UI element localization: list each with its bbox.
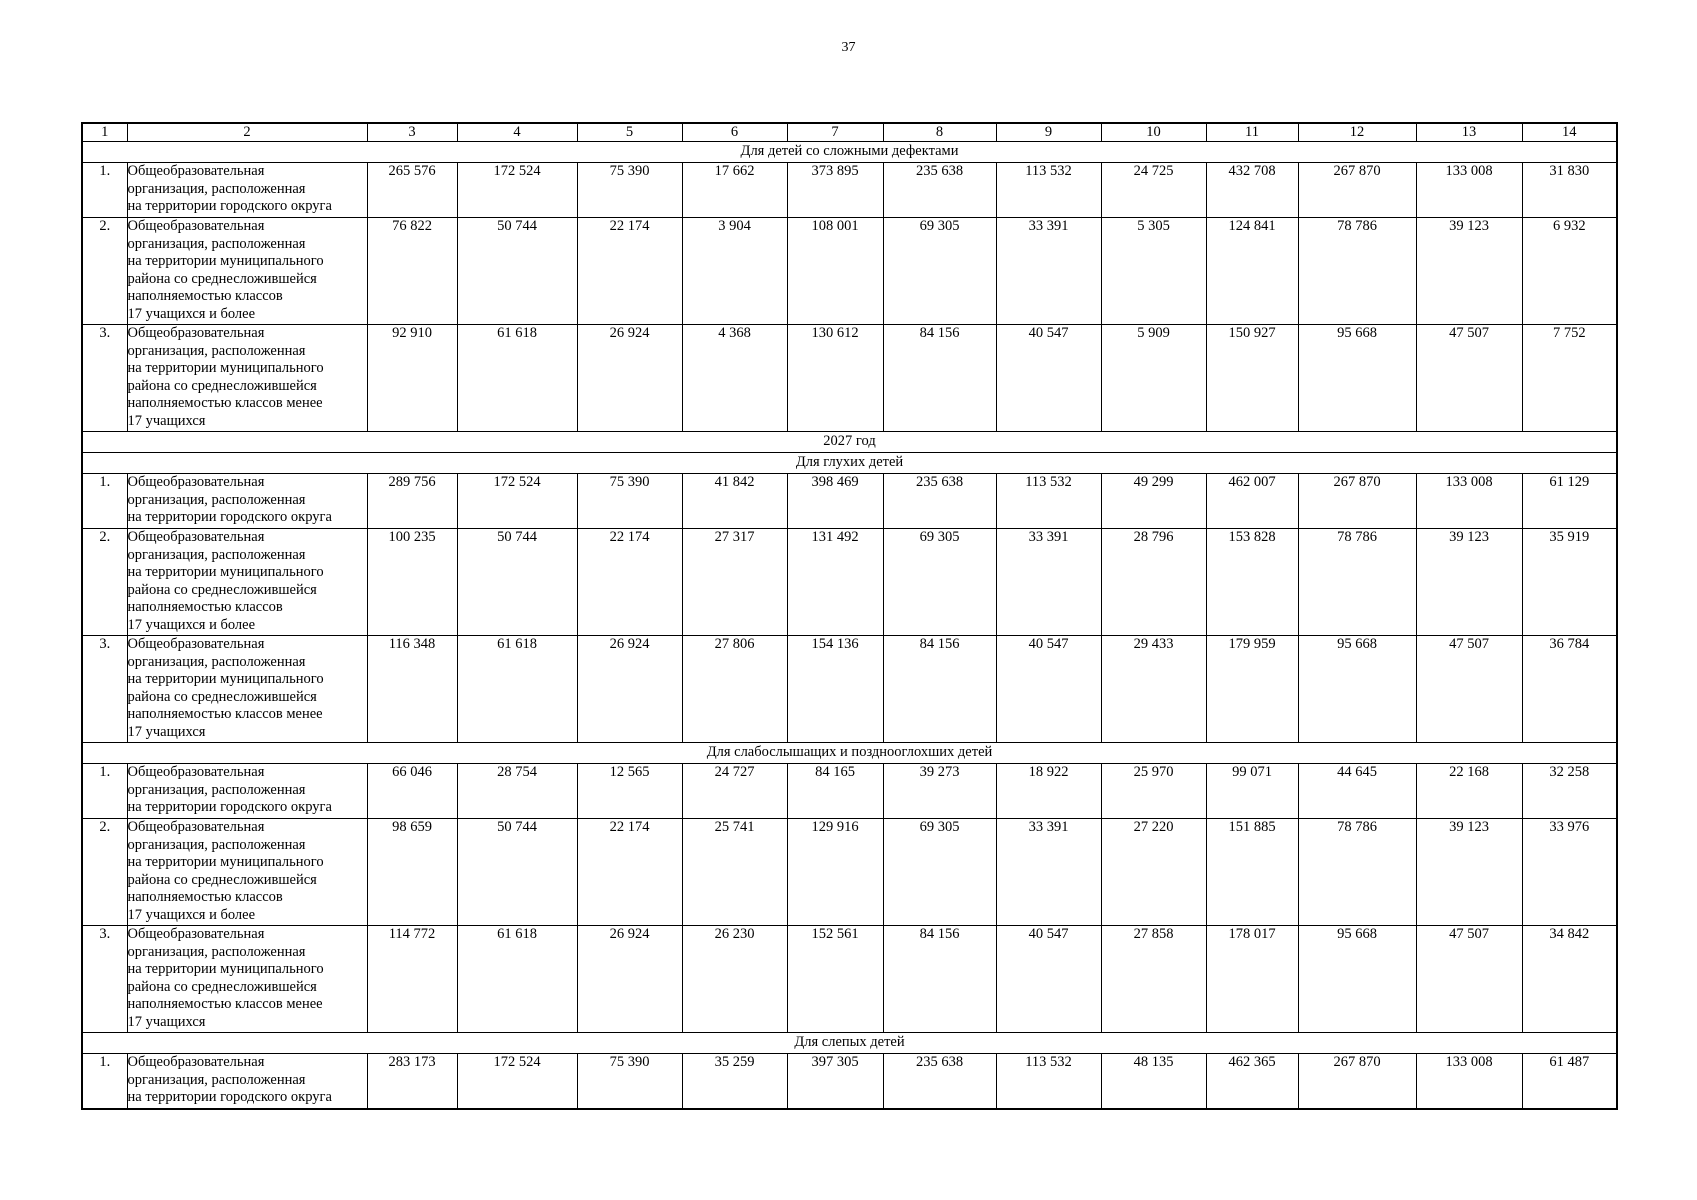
- organization-name: [127, 926, 367, 1033]
- organization-name: [127, 163, 367, 218]
- value-cell: 153 828: [1206, 529, 1298, 636]
- value-cell: 172 524: [457, 1054, 577, 1110]
- organization-name-line: Общеобразовательная: [127, 218, 265, 234]
- value-cell: 289 756: [367, 474, 457, 529]
- value-cell: 24 725: [1101, 163, 1206, 218]
- value-cell: 178 017: [1206, 926, 1298, 1033]
- value-cell: 66 046: [367, 764, 457, 819]
- column-number-cell: 14: [1522, 123, 1617, 142]
- value-cell: 114 772: [367, 926, 457, 1033]
- organization-name-line: Общеобразовательная: [127, 636, 265, 652]
- row-index: 2.: [82, 218, 127, 325]
- value-cell: 61 487: [1522, 1054, 1617, 1110]
- value-cell: 84 156: [883, 636, 996, 743]
- value-cell: 36 784: [1522, 636, 1617, 743]
- row-index: 1.: [82, 163, 127, 218]
- row-index: 2.: [82, 529, 127, 636]
- organization-name-line: на территории муниципального: [127, 360, 324, 376]
- value-cell: 84 156: [883, 325, 996, 432]
- value-cell: 7 752: [1522, 325, 1617, 432]
- value-cell: 151 885: [1206, 819, 1298, 926]
- value-cell: 47 507: [1416, 325, 1522, 432]
- section-title: Для детей со сложными дефектами: [82, 142, 1617, 163]
- organization-name-line: 17 учащихся: [127, 723, 206, 740]
- value-cell: 61 618: [457, 325, 577, 432]
- value-cell: 113 532: [996, 163, 1101, 218]
- organization-name-line: организация, расположенная: [127, 546, 306, 563]
- value-cell: 150 927: [1206, 325, 1298, 432]
- section-title: Для глухих детей: [82, 453, 1617, 474]
- value-cell: 61 618: [457, 926, 577, 1033]
- value-cell: 95 668: [1298, 926, 1416, 1033]
- column-number-cell: 12: [1298, 123, 1416, 142]
- value-cell: 12 565: [577, 764, 682, 819]
- section-row: [82, 743, 1617, 764]
- value-cell: 33 391: [996, 529, 1101, 636]
- organization-name-line: наполняемостью классов: [127, 288, 283, 304]
- value-cell: 26 924: [577, 636, 682, 743]
- value-cell: 35 259: [682, 1054, 787, 1110]
- section-title: Для слепых детей: [82, 1033, 1617, 1054]
- organization-name-line: Общеобразовательная: [127, 325, 265, 341]
- value-cell: 78 786: [1298, 529, 1416, 636]
- section-title: 2027 год: [82, 432, 1617, 453]
- value-cell: 3 904: [682, 218, 787, 325]
- column-number-cell: 9: [996, 123, 1101, 142]
- value-cell: 98 659: [367, 819, 457, 926]
- value-cell: 34 842: [1522, 926, 1617, 1033]
- value-cell: 26 230: [682, 926, 787, 1033]
- value-cell: 24 727: [682, 764, 787, 819]
- value-cell: 33 976: [1522, 819, 1617, 926]
- organization-name: [127, 474, 367, 529]
- organization-name-line: района со среднесложившейся: [127, 871, 317, 888]
- value-cell: 6 932: [1522, 218, 1617, 325]
- value-cell: 69 305: [883, 218, 996, 325]
- organization-name-line: района со среднесложившейся: [127, 978, 317, 995]
- organization-name-line: 17 учащихся: [127, 412, 206, 429]
- row-index: 1.: [82, 474, 127, 529]
- value-cell: 75 390: [577, 474, 682, 529]
- organization-name: [127, 764, 367, 819]
- value-cell: 32 258: [1522, 764, 1617, 819]
- value-cell: 129 916: [787, 819, 883, 926]
- value-cell: 179 959: [1206, 636, 1298, 743]
- organization-name-line: на территории муниципального: [127, 564, 324, 580]
- column-number-cell: 10: [1101, 123, 1206, 142]
- organization-name: [127, 529, 367, 636]
- column-number-cell: 13: [1416, 123, 1522, 142]
- organization-name-line: Общеобразовательная: [127, 926, 265, 942]
- value-cell: 49 299: [1101, 474, 1206, 529]
- value-cell: 29 433: [1101, 636, 1206, 743]
- value-cell: 124 841: [1206, 218, 1298, 325]
- organization-name-line: 17 учащихся и более: [127, 616, 256, 633]
- table-row: [82, 218, 1617, 325]
- organization-name-line: Общеобразовательная: [127, 819, 265, 835]
- value-cell: 95 668: [1298, 636, 1416, 743]
- organization-name-line: Общеобразовательная: [127, 529, 265, 545]
- value-cell: 22 168: [1416, 764, 1522, 819]
- value-cell: 75 390: [577, 1054, 682, 1110]
- column-number-cell: 8: [883, 123, 996, 142]
- table-row: [82, 926, 1617, 1033]
- column-number-cell: 5: [577, 123, 682, 142]
- organization-name-line: района со среднесложившейся: [127, 270, 317, 287]
- column-number-cell: 2: [127, 123, 367, 142]
- organization-name-line: 17 учащихся и более: [127, 305, 256, 322]
- organization-name: [127, 1054, 367, 1110]
- table-row: [82, 764, 1617, 819]
- value-cell: 22 174: [577, 218, 682, 325]
- organization-name: [127, 819, 367, 926]
- column-number-cell: 1: [82, 123, 127, 142]
- column-number-cell: 11: [1206, 123, 1298, 142]
- row-index: 2.: [82, 819, 127, 926]
- section-row: [82, 432, 1617, 453]
- organization-name-line: на территории муниципального: [127, 854, 324, 870]
- organization-name-line: на территории городского округа: [127, 799, 332, 815]
- organization-name-line: на территории муниципального: [127, 961, 324, 977]
- value-cell: 373 895: [787, 163, 883, 218]
- value-cell: 25 970: [1101, 764, 1206, 819]
- value-cell: 108 001: [787, 218, 883, 325]
- value-cell: 17 662: [682, 163, 787, 218]
- value-cell: 22 174: [577, 529, 682, 636]
- organization-name-line: на территории городского округа: [127, 1089, 332, 1105]
- value-cell: 40 547: [996, 325, 1101, 432]
- value-cell: 31 830: [1522, 163, 1617, 218]
- value-cell: 113 532: [996, 474, 1101, 529]
- column-number-row: [82, 123, 1617, 142]
- value-cell: 33 391: [996, 819, 1101, 926]
- value-cell: 28 754: [457, 764, 577, 819]
- value-cell: 100 235: [367, 529, 457, 636]
- value-cell: 18 922: [996, 764, 1101, 819]
- organization-name-line: Общеобразовательная: [127, 474, 265, 490]
- value-cell: 462 365: [1206, 1054, 1298, 1110]
- organization-name-line: 17 учащихся и более: [127, 906, 256, 923]
- organization-name-line: района со среднесложившейся: [127, 688, 317, 705]
- table-row: [82, 636, 1617, 743]
- value-cell: 5 909: [1101, 325, 1206, 432]
- column-number-cell: 7: [787, 123, 883, 142]
- subsidy-table: [81, 122, 1618, 1110]
- value-cell: 462 007: [1206, 474, 1298, 529]
- value-cell: 50 744: [457, 819, 577, 926]
- section-row: [82, 453, 1617, 474]
- value-cell: 69 305: [883, 819, 996, 926]
- value-cell: 78 786: [1298, 218, 1416, 325]
- organization-name: [127, 636, 367, 743]
- value-cell: 84 156: [883, 926, 996, 1033]
- organization-name-line: наполняемостью классов менее: [127, 706, 323, 722]
- organization-name-line: на территории муниципального: [127, 253, 324, 269]
- value-cell: 40 547: [996, 926, 1101, 1033]
- value-cell: 95 668: [1298, 325, 1416, 432]
- value-cell: 133 008: [1416, 474, 1522, 529]
- organization-name-line: организация, расположенная: [127, 235, 306, 252]
- value-cell: 116 348: [367, 636, 457, 743]
- table-row: [82, 819, 1617, 926]
- organization-name: [127, 218, 367, 325]
- row-index: 1.: [82, 764, 127, 819]
- value-cell: 33 391: [996, 218, 1101, 325]
- value-cell: 398 469: [787, 474, 883, 529]
- organization-name-line: Общеобразовательная: [127, 163, 265, 179]
- organization-name-line: организация, расположенная: [127, 491, 306, 508]
- table-row: [82, 474, 1617, 529]
- organization-name-line: на территории городского округа: [127, 509, 332, 525]
- value-cell: 27 806: [682, 636, 787, 743]
- value-cell: 397 305: [787, 1054, 883, 1110]
- value-cell: 131 492: [787, 529, 883, 636]
- column-number-cell: 6: [682, 123, 787, 142]
- value-cell: 152 561: [787, 926, 883, 1033]
- value-cell: 26 924: [577, 325, 682, 432]
- value-cell: 39 123: [1416, 218, 1522, 325]
- value-cell: 235 638: [883, 163, 996, 218]
- value-cell: 25 741: [682, 819, 787, 926]
- value-cell: 44 645: [1298, 764, 1416, 819]
- value-cell: 27 220: [1101, 819, 1206, 926]
- organization-name-line: организация, расположенная: [127, 1071, 306, 1088]
- organization-name-line: организация, расположенная: [127, 180, 306, 197]
- table-row: [82, 325, 1617, 432]
- organization-name-line: организация, расположенная: [127, 342, 306, 359]
- table-body: [82, 123, 1617, 1109]
- table-row: [82, 163, 1617, 218]
- value-cell: 41 842: [682, 474, 787, 529]
- value-cell: 265 576: [367, 163, 457, 218]
- value-cell: 99 071: [1206, 764, 1298, 819]
- value-cell: 84 165: [787, 764, 883, 819]
- value-cell: 50 744: [457, 529, 577, 636]
- value-cell: 27 317: [682, 529, 787, 636]
- organization-name-line: организация, расположенная: [127, 836, 306, 853]
- value-cell: 283 173: [367, 1054, 457, 1110]
- organization-name-line: 17 учащихся: [127, 1013, 206, 1030]
- value-cell: 61 129: [1522, 474, 1617, 529]
- value-cell: 50 744: [457, 218, 577, 325]
- organization-name-line: Общеобразовательная: [127, 1054, 265, 1070]
- row-index: 3.: [82, 325, 127, 432]
- table-row: [82, 529, 1617, 636]
- value-cell: 39 123: [1416, 529, 1522, 636]
- value-cell: 235 638: [883, 1054, 996, 1110]
- value-cell: 76 822: [367, 218, 457, 325]
- value-cell: 267 870: [1298, 474, 1416, 529]
- value-cell: 22 174: [577, 819, 682, 926]
- organization-name-line: наполняемостью классов менее: [127, 395, 323, 411]
- value-cell: 69 305: [883, 529, 996, 636]
- organization-name-line: района со среднесложившейся: [127, 581, 317, 598]
- organization-name-line: организация, расположенная: [127, 781, 306, 798]
- organization-name-line: района со среднесложившейся: [127, 377, 317, 394]
- value-cell: 4 368: [682, 325, 787, 432]
- value-cell: 26 924: [577, 926, 682, 1033]
- value-cell: 61 618: [457, 636, 577, 743]
- value-cell: 27 858: [1101, 926, 1206, 1033]
- value-cell: 133 008: [1416, 1054, 1522, 1110]
- column-number-cell: 4: [457, 123, 577, 142]
- column-number-cell: 3: [367, 123, 457, 142]
- value-cell: 130 612: [787, 325, 883, 432]
- value-cell: 40 547: [996, 636, 1101, 743]
- value-cell: 48 135: [1101, 1054, 1206, 1110]
- value-cell: 154 136: [787, 636, 883, 743]
- value-cell: 172 524: [457, 474, 577, 529]
- organization-name-line: на территории городского округа: [127, 198, 332, 214]
- organization-name-line: организация, расположенная: [127, 653, 306, 670]
- organization-name: [127, 325, 367, 432]
- value-cell: 267 870: [1298, 163, 1416, 218]
- value-cell: 432 708: [1206, 163, 1298, 218]
- value-cell: 75 390: [577, 163, 682, 218]
- organization-name-line: на территории муниципального: [127, 671, 324, 687]
- value-cell: 78 786: [1298, 819, 1416, 926]
- value-cell: 47 507: [1416, 636, 1522, 743]
- organization-name-line: наполняемостью классов: [127, 889, 283, 905]
- value-cell: 35 919: [1522, 529, 1617, 636]
- section-title: Для слабослышащих и позднооглохших детей: [82, 743, 1617, 764]
- organization-name-line: наполняемостью классов: [127, 599, 283, 615]
- organization-name-line: Общеобразовательная: [127, 764, 265, 780]
- value-cell: 92 910: [367, 325, 457, 432]
- value-cell: 235 638: [883, 474, 996, 529]
- value-cell: 172 524: [457, 163, 577, 218]
- row-index: 1.: [82, 1054, 127, 1110]
- section-row: [82, 142, 1617, 163]
- value-cell: 39 273: [883, 764, 996, 819]
- value-cell: 5 305: [1101, 218, 1206, 325]
- page-number: 37: [841, 40, 856, 55]
- value-cell: 267 870: [1298, 1054, 1416, 1110]
- organization-name-line: организация, расположенная: [127, 943, 306, 960]
- value-cell: 47 507: [1416, 926, 1522, 1033]
- organization-name-line: наполняемостью классов менее: [127, 996, 323, 1012]
- row-index: 3.: [82, 926, 127, 1033]
- value-cell: 28 796: [1101, 529, 1206, 636]
- value-cell: 113 532: [996, 1054, 1101, 1110]
- table-row: [82, 1054, 1617, 1110]
- value-cell: 39 123: [1416, 819, 1522, 926]
- value-cell: 133 008: [1416, 163, 1522, 218]
- row-index: 3.: [82, 636, 127, 743]
- section-row: [82, 1033, 1617, 1054]
